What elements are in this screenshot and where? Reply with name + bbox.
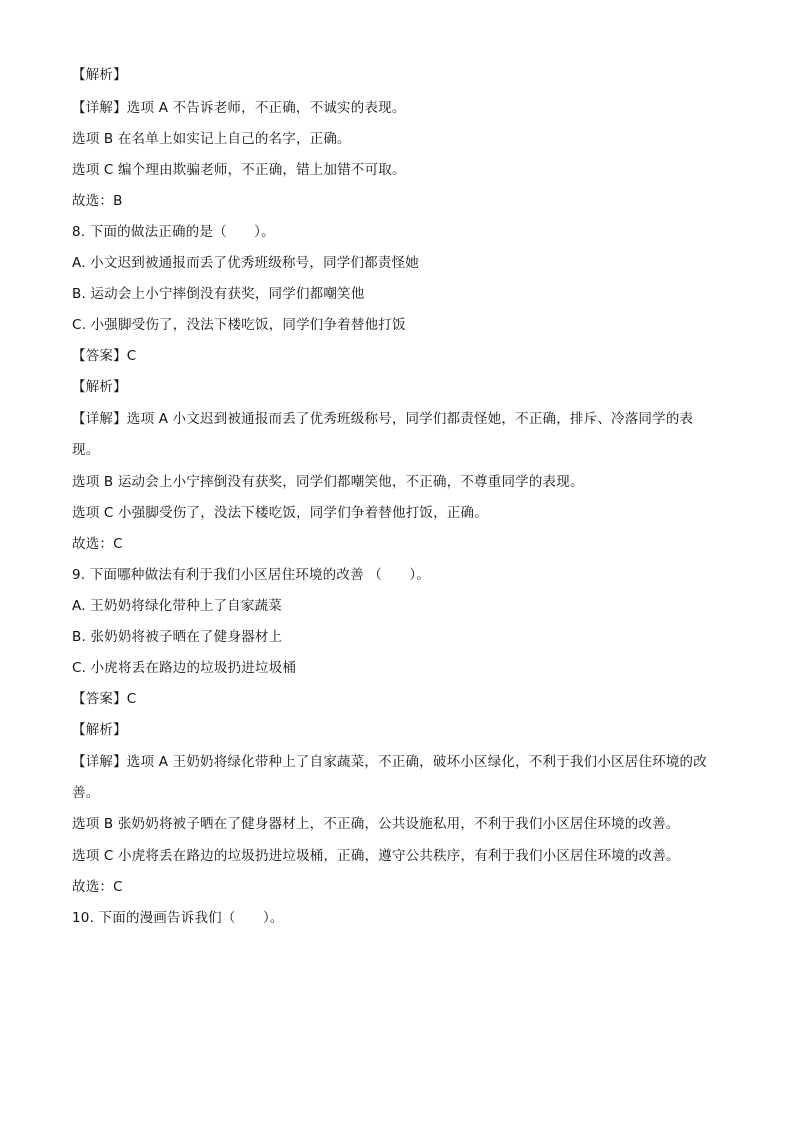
option-b: B. 运动会上小宁摔倒没有获奖，同学们都嘲笑他 xyxy=(72,286,365,302)
answer-choice: 故选：B xyxy=(72,193,123,209)
analysis-heading: 【解析】 xyxy=(72,379,127,395)
detail-text-continuation: 现。 xyxy=(72,442,100,458)
question-8: 8. 下面的做法正确的是（ ）。 xyxy=(72,224,275,240)
answer-heading: 【答案】C xyxy=(72,348,137,364)
option-a: A. 王奶奶将绿化带种上了自家蔬菜 xyxy=(72,598,282,614)
option-c: C. 小强脚受伤了，没法下楼吃饭，同学们争着替他打饭 xyxy=(72,317,406,333)
analysis-heading: 【解析】 xyxy=(72,722,127,738)
detail-text: 选项 B 在名单上如实记上自己的名字，正确。 xyxy=(72,131,351,147)
detail-text: 【详解】选项 A 小文迟到被通报而丢了优秀班级称号，同学们都责怪她，不正确，排斥、冷落同学的表 xyxy=(72,411,694,427)
detail-text: 选项 C 小虎将丢在路边的垃圾扔进垃圾桶，正确，遵守公共秩序，有利于我们小区居住环境的改善。 xyxy=(72,848,680,864)
detail-text: 【详解】选项 A 不告诉老师，不正确，不诚实的表现。 xyxy=(72,100,406,116)
question-9: 9. 下面哪种做法有利于我们小区居住环境的改善 （ ）。 xyxy=(72,567,431,583)
answer-heading: 【答案】C xyxy=(72,691,137,707)
detail-text: 选项 C 编个理由欺骗老师，不正确，错上加错不可取。 xyxy=(72,162,406,178)
detail-text: 选项 B 张奶奶将被子晒在了健身器材上，不正确，公共设施私用，不利于我们小区居住环境的改善。 xyxy=(72,816,680,832)
analysis-heading: 【解析】 xyxy=(72,67,127,83)
answer-choice: 故选：C xyxy=(72,879,123,895)
option-c: C. 小虎将丢在路边的垃圾扔进垃圾桶 xyxy=(72,660,297,676)
option-a: A. 小文迟到被通报而丢了优秀班级称号，同学们都责怪她 xyxy=(72,255,419,271)
detail-text-continuation: 善。 xyxy=(72,785,100,801)
detail-text: 选项 C 小强脚受伤了，没法下楼吃饭，同学们争着替他打饭，正确。 xyxy=(72,505,488,521)
option-b: B. 张奶奶将被子晒在了健身器材上 xyxy=(72,629,283,645)
detail-text: 选项 B 运动会上小宁摔倒没有获奖，同学们都嘲笑他，不正确，不尊重同学的表现。 xyxy=(72,474,584,490)
answer-choice: 故选：C xyxy=(72,536,123,552)
question-10: 10. 下面的漫画告诉我们（ ）。 xyxy=(72,910,284,926)
detail-text: 【详解】选项 A 王奶奶将绿化带种上了自家蔬菜，不正确，破坏小区绿化，不利于我们小区居住环境的改 xyxy=(72,754,707,770)
